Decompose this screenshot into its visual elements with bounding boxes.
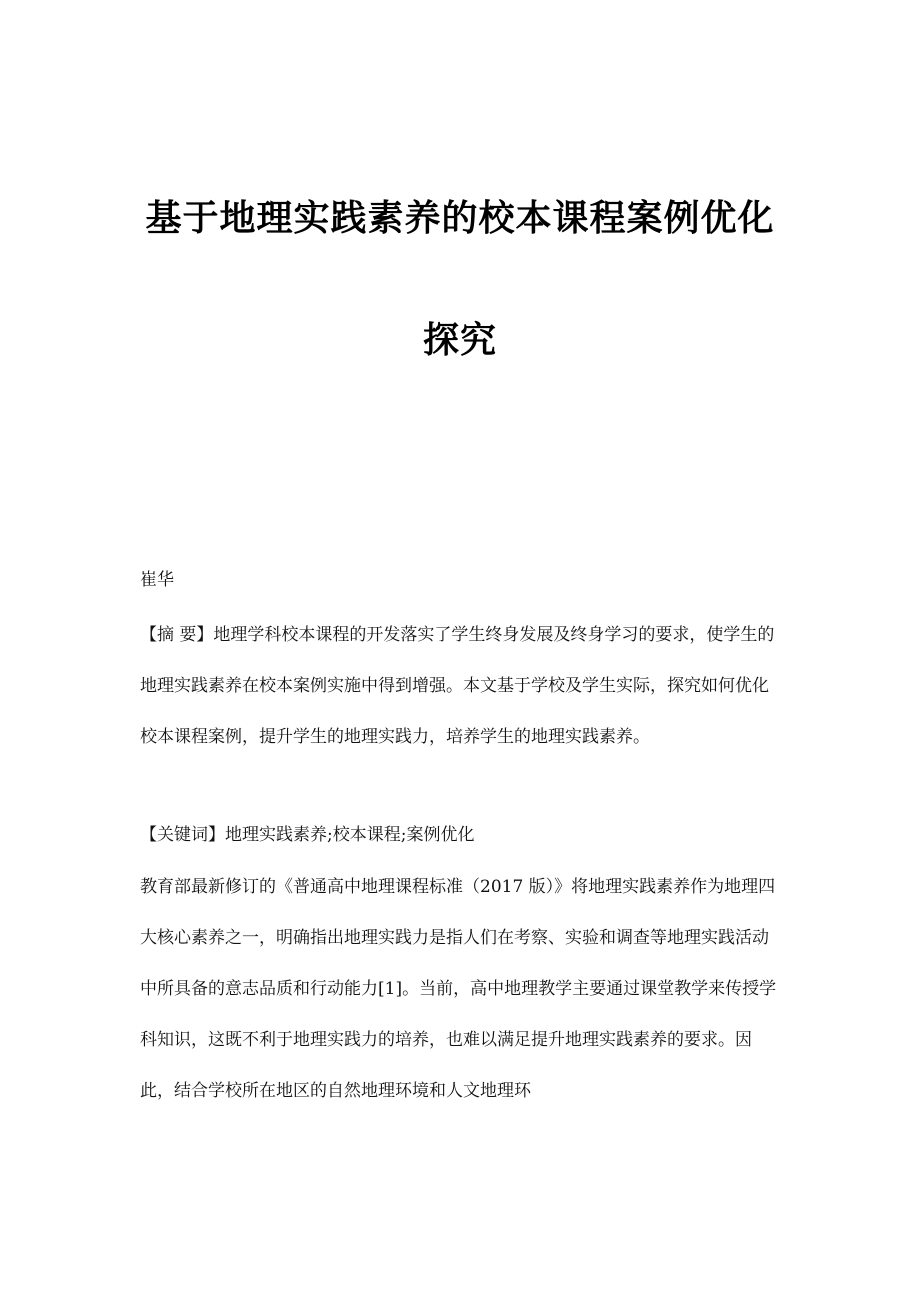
title-line-1: 基于地理实践素养的校本课程案例优化 [145, 197, 775, 239]
keywords-label: 【关键词】 [140, 825, 225, 845]
author-name: 崔华 [140, 570, 174, 590]
title-line-2: 探究 [422, 319, 497, 361]
body-text: 教育部最新修订的《普通高中地理课程标准（2017 版）》将地理实践素养作为地理四大核心素养之一，明确指出地理实践力是指人们在考察、实验和调查等地理实践活动中所具备的意志品质和行动能力[1]。当前，高中地理教学主要通过课堂教学来传授学科知识，这既不利于地理实践力的培养，也难以满足提升地理实践素养的要求。因此，结合学校所在地区的自然地理环境和人文地理环 [140, 877, 777, 1101]
keywords-paragraph [140, 810, 785, 861]
keywords-text: 地理实践素养;校本课程;案例优化 [225, 825, 475, 845]
abstract-paragraph [140, 610, 785, 763]
body-paragraph [140, 862, 785, 1117]
abstract-label: 【摘 要】 [140, 625, 214, 645]
abstract-text: 地理学科校本课程的开发落实了学生终身发展及终身学习的要求，使学生的地理实践素养在校本案例实施中得到增强。本文基于学校及学生实际，探究如何优化校本课程案例，提升学生的地理实践力，培养学生的地理实践素养。 [140, 625, 775, 747]
